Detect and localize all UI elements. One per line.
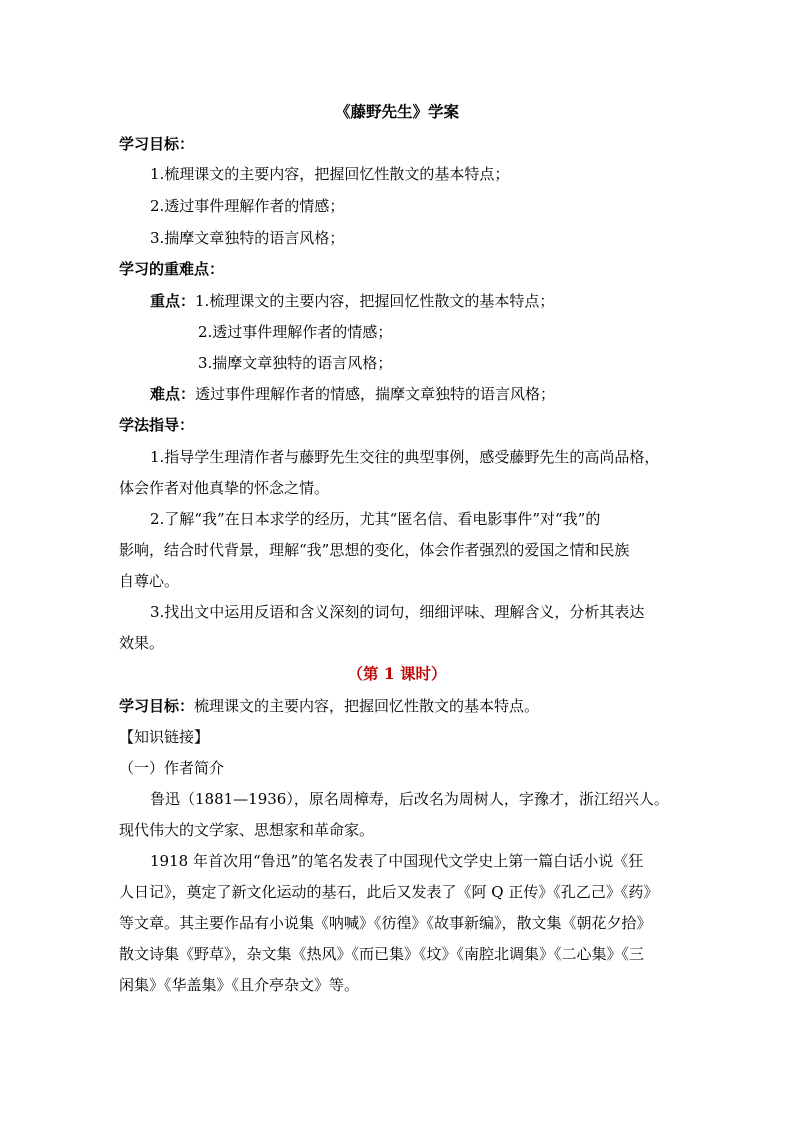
- method-line: 体会作者对他真挚的怀念之情。: [119, 479, 330, 497]
- goal-item: 1.梳理课文的主要内容，把握回忆性散文的基本特点；: [150, 165, 510, 183]
- author-line: 鲁迅（1881—1936），原名周樟寿，后改名为周树人，字豫才，浙江绍兴人。: [150, 790, 669, 808]
- lesson-heading: （第 1 课时）: [347, 664, 447, 683]
- method-line: 效果。: [119, 634, 165, 652]
- goal-item: 2.透过事件理解作者的情感；: [150, 197, 345, 215]
- focus-line: [150, 291, 554, 311]
- author-intro-heading: （一）作者简介: [119, 759, 225, 777]
- difficulty-text: 透过事件理解作者的情感，揣摩文章独特的语言风格；: [195, 385, 556, 403]
- author-line: 现代伟大的文学家、思想家和革命家。: [119, 821, 375, 839]
- difficulty-label: 难点：: [150, 385, 196, 403]
- author-line: 人日记》，奠定了新文化运动的基石，此后又发表了《阿 Q 正传》《孔乙己》《药》: [119, 883, 659, 901]
- goal-item: 3.揣摩文章独特的语言风格；: [150, 229, 345, 247]
- method-line: 影响，结合时代背景，理解“我”思想的变化，体会作者强烈的爱国之情和民族: [119, 541, 630, 559]
- focus-item: 1.梳理课文的主要内容，把握回忆性散文的基本特点；: [195, 292, 555, 310]
- goals-heading: 学习目标：: [119, 135, 195, 153]
- lesson-goal-label: 学习目标：: [119, 697, 195, 715]
- method-line: 2.了解“我”在日本求学的经历，尤其“匿名信、看电影事件”对“我”的: [150, 510, 601, 528]
- focus-item: 3.揣摩文章独特的语言风格；: [198, 354, 393, 372]
- author-line: 闲集》《华盖集》《且介亭杂文》等。: [119, 976, 360, 994]
- method-heading: 学法指导：: [119, 416, 195, 434]
- author-line: 散文诗集《野草》，杂文集《热风》《而已集》《坟》《南腔北调集》《二心集》《三: [119, 945, 645, 963]
- method-line: 1.指导学生理清作者与藤野先生交往的典型事例，感受藤野先生的高尚品格，: [150, 448, 660, 466]
- lesson-goal-line: [119, 696, 539, 716]
- page-title: 《藤野先生》学案: [334, 102, 459, 121]
- lesson-goal-text: 梳理课文的主要内容，把握回忆性散文的基本特点。: [194, 697, 540, 715]
- method-line: 3.找出文中运用反语和含义深刻的词句，细细评味、理解含义，分析其表达: [150, 603, 645, 621]
- key-points-heading: 学习的重难点：: [119, 260, 225, 278]
- method-line: 自尊心。: [119, 572, 180, 590]
- author-line: 1918 年首次用“鲁迅”的笔名发表了中国现代文学史上第一篇白话小说《狂: [150, 852, 644, 870]
- focus-item: 2.透过事件理解作者的情感；: [198, 323, 393, 341]
- focus-label: 重点：: [150, 292, 196, 310]
- author-line: 等文章。其主要作品有小说集《呐喊》《彷徨》《故事新编》，散文集《朝花夕拾》: [119, 914, 652, 932]
- difficulty-line: [150, 384, 555, 404]
- knowledge-link-heading: 【知识链接】: [119, 728, 210, 746]
